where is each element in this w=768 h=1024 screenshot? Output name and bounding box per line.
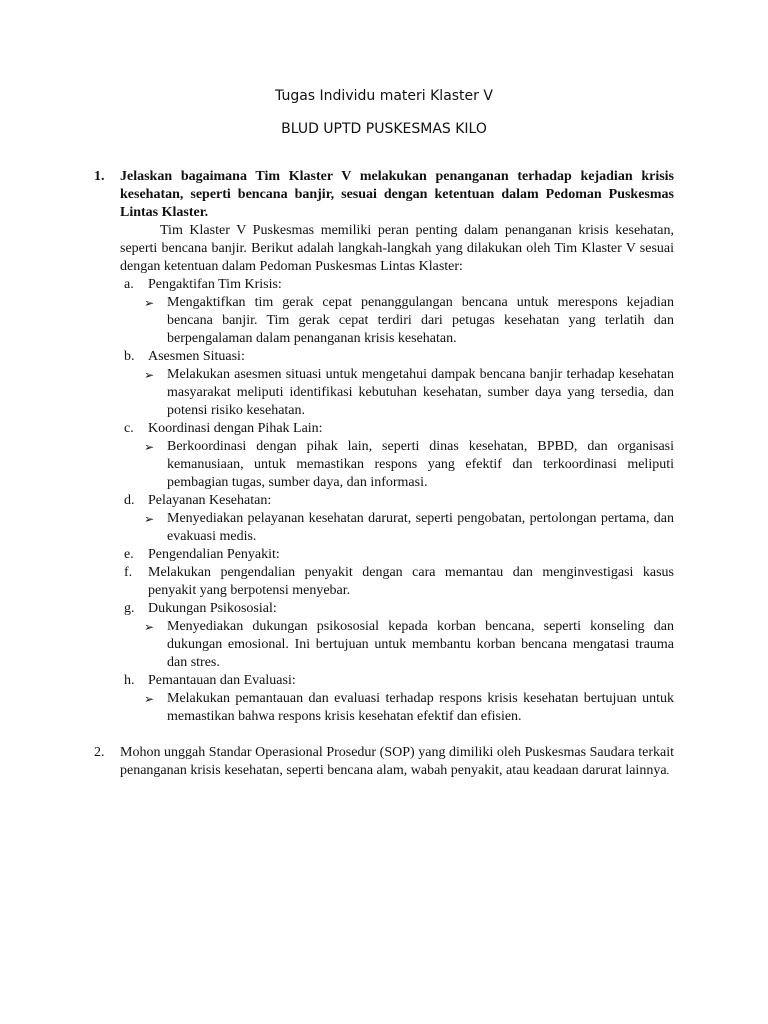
list-letter: f.: [124, 565, 133, 580]
question-2: [94, 744, 674, 780]
bullet-item: [94, 510, 674, 546]
arrowhead-bullet-icon: ➢: [144, 512, 155, 526]
arrowhead-bullet-icon: ➢: [144, 440, 155, 454]
bullet-item: [94, 618, 674, 672]
list-item-title: Melakukan pengendalian penyakit dengan cara memantau dan menginvestigasi kasus penyakit yang berpotensi menyebar.: [148, 565, 674, 598]
document-title: Tugas Individu materi Klaster V: [275, 88, 493, 104]
list-item-title: Pemantauan dan Evaluasi:: [148, 673, 296, 688]
list-item: [94, 672, 674, 690]
bullet-text: Mengaktifkan tim gerak cepat penanggulangan bencana untuk merespons kejadian bencana banjir. Tim gerak cepat terdiri dari petugas kesehatan yang terlatih dan berpengalaman dalam penanganan krisis kesehatan.: [167, 295, 674, 346]
question-2-body: Mohon unggah Standar Operasional Prosedur (SOP) yang dimiliki oleh Puskesmas Saudara terkait penanganan krisis kesehatan, seperti bencana alam, wabah penyakit, atau keadaan darurat lainnya: [120, 745, 674, 778]
bullet-text: Menyediakan pelayanan kesehatan darurat, seperti pengobatan, pertolongan pertama, dan evakuasi medis.: [167, 511, 674, 544]
question-text: [120, 745, 674, 778]
list-item: [94, 348, 674, 366]
arrowhead-bullet-icon: ➢: [144, 692, 155, 706]
question-end-period: .: [666, 765, 670, 777]
list-letter: e.: [124, 547, 134, 562]
list-letter: b.: [124, 349, 135, 364]
list-item: [94, 276, 674, 294]
bullet-text: Melakukan pemantauan dan evaluasi terhadap respons krisis kesehatan bertujuan untuk memastikan bahwa respons krisis kesehatan efektif dan efisien.: [167, 691, 674, 724]
bullet-text: Menyediakan dukungan psikososial kepada korban bencana, seperti konseling dan dukungan emosional. Ini bertujuan untuk membantu korban bencana mengatasi trauma dan stres.: [167, 619, 674, 670]
bullet-item: [94, 690, 674, 726]
document-subtitle: BLUD UPTD PUSKESMAS KILO: [281, 121, 487, 137]
document-body: [94, 168, 674, 780]
list-item: [94, 546, 674, 564]
question-text: Jelaskan bagaimana Tim Klaster V melakukan penanganan terhadap kejadian krisis kesehatan, seperti bencana banjir, sesuai dengan ketentuan dalam Pedoman Puskesmas Lintas Klaster.: [120, 169, 674, 220]
list-item-title: Dukungan Psikososial:: [148, 601, 277, 616]
list-item-title: Pengaktifan Tim Krisis:: [148, 277, 282, 292]
bullet-item: [94, 438, 674, 492]
list-letter: g.: [124, 601, 135, 616]
list-item: [94, 564, 674, 600]
bullet-text: Melakukan asesmen situasi untuk mengetahui dampak bencana banjir terhadap kesehatan masyarakat meliputi identifikasi kebutuhan kesehatan, sumber daya yang tersedia, dan potensi risiko kesehatan.: [167, 367, 674, 418]
bullet-item: [94, 294, 674, 348]
arrowhead-bullet-icon: ➢: [144, 296, 155, 310]
answer-intro: Tim Klaster V Puskesmas memiliki peran penting dalam penanganan krisis kesehatan, seperti bencana banjir. Berikut adalah langkah-langkah yang dilakukan oleh Tim Klaster V sesuai dengan ketentuan dalam Pedoman Puskesmas Lintas Klaster:: [120, 223, 674, 274]
question-number: 1.: [94, 169, 105, 184]
list-letter: d.: [124, 493, 135, 508]
arrowhead-bullet-icon: ➢: [144, 620, 155, 634]
bullet-item: [94, 366, 674, 420]
question-number: 2.: [94, 745, 105, 760]
list-letter: c.: [124, 421, 134, 436]
list-item-title: Pengendalian Penyakit:: [148, 547, 280, 562]
arrowhead-bullet-icon: ➢: [144, 368, 155, 382]
list-item: [94, 420, 674, 438]
bullet-text: Berkoordinasi dengan pihak lain, seperti dinas kesehatan, BPBD, dan organisasi kemanusiaan, untuk memastikan respons yang efektif dan terkoordinasi meliputi pembagian tugas, sumber daya, dan informasi.: [167, 439, 674, 490]
question-1: [94, 168, 674, 222]
list-item-title: Pelayanan Kesehatan:: [148, 493, 272, 508]
list-item: [94, 492, 674, 510]
list-letter: h.: [124, 673, 135, 688]
list-item-title: Koordinasi dengan Pihak Lain:: [148, 421, 323, 436]
list-item: [94, 600, 674, 618]
list-letter: a.: [124, 277, 134, 292]
list-item-title: Asesmen Situasi:: [148, 349, 245, 364]
